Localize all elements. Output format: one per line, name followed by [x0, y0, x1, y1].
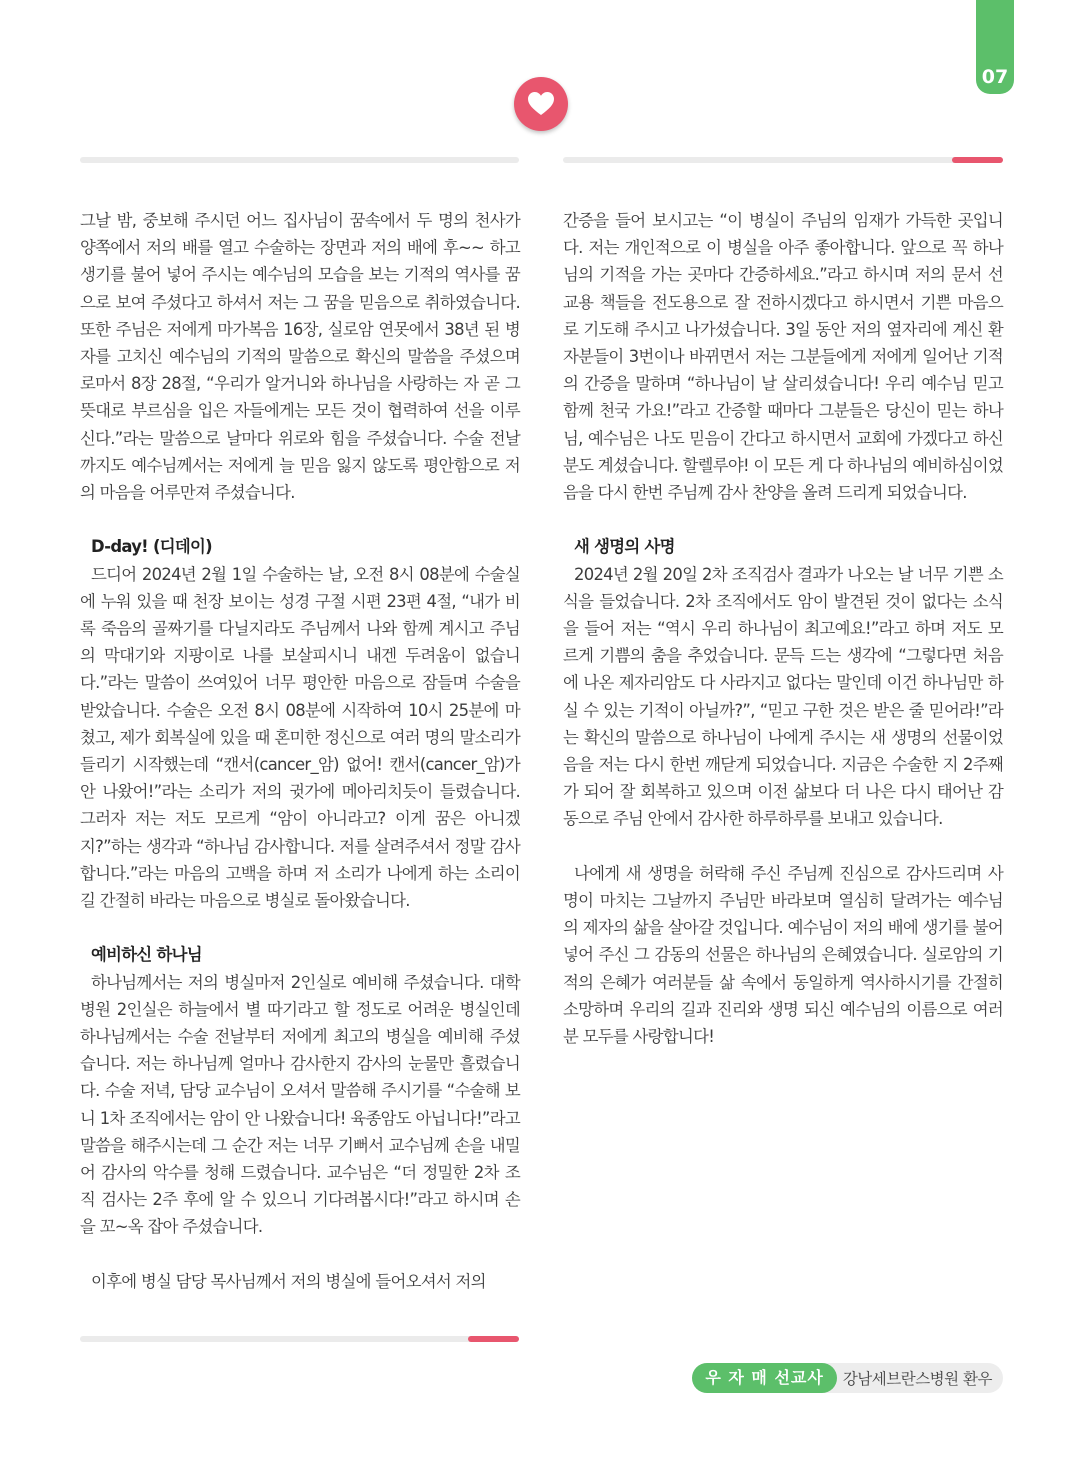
left-column — [80, 207, 520, 1295]
paragraph: 간증을 들어 보시고는 “이 병실이 주님의 임재가 가득한 곳입니다. 저는 개인적으로 이 병실을 아주 좋아합니다. 앞으로 꼭 하나님의 기적을 가는 곳마다 간증하세요.”라고 하시며 저의 문서 선교용 책들을 전도용으로 잘 전하시겠다고 하시면서 기쁜 마음으로 기도해 주시고 나가셨습니다. 3일 동안 저의 옆자리에 계신 환자분들이 3번이나 바뀌면서 저는 그분들에게 저에게 일어난 기적의 간증을 말하며 “하나님이 날 살리셨습니다! 우리 예수님 믿고 함께 천국 가요!”라고 간증할 때마다 그분들은 당신이 믿는 하나님, 예수님은 나도 믿음이 간다고 하시면서 교회에 가겠다고 하신 분도 계셨습니다. 할렐루야! 이 모든 게 다 하나님의 예비하심이었음을 다시 한번 주님께 감사 찬양을 올려 드리게 되었습니다. — [563, 211, 1003, 503]
bottom-left-divider — [80, 1336, 519, 1342]
page-number: 07 — [981, 66, 1009, 88]
paragraph: 하나님께서는 저의 병실마저 2인실로 예비해 주셨습니다. 대학병원 2인실은 하늘에서 별 따기라고 할 정도로 어려운 병실인데 하나님께서는 수술 전날부터 저에게 최고의 병실을 예비해 주셨습니다. 저는 하나님께 얼마나 감사한지 감사의 눈물만 흘렸습니다. 수술 저녁, 담당 교수님이 오셔서 말씀해 주시기를 “수술해 보니 1차 조직에서는 암이 안 나왔습니다! 육종암도 아닙니다!”라고 말씀을 해주시는데 그 순간 저는 너무 기뻐서 교수님께 손을 내밀어 감사의 악수를 청해 드렸습니다. 교수님은 “더 정밀한 2차 조직 검사는 2주 후에 알 수 있으니 기다려봅시다!”라고 하시며 손을 꼬~옥 잡아 주셨습니다. — [80, 972, 520, 1237]
heart-badge — [514, 77, 568, 131]
paragraph: 그날 밤, 중보해 주시던 어느 집사님이 꿈속에서 두 명의 천사가 양쪽에서 저의 배를 열고 수술하는 장면과 저의 배에 후~~ 하고 생기를 불어 넣어 주시는 예수님의 모습을 보는 기적의 역사를 꿈으로 보여 주셨다고 하셔서 저는 그 꿈을 믿음으로 취하였습니다. 또한 주님은 저에게 마가복음 16장, 실로암 연못에서 38년 된 병자를 고치신 예수님의 기적의 말씀으로 확신의 말씀을 주셨으며 로마서 8장 28절, “우리가 알거니와 하나님을 사랑하는 자 곧 그 뜻대로 부르심을 입은 자들에게는 모든 것이 협력하여 선을 이루신다.”라는 말씀으로 날마다 위로와 힘을 주셨습니다. 수술 전날까지도 예수님께서는 저에게 늘 믿음 잃지 않도록 평안함으로 저의 마음을 어루만져 주셨습니다. — [80, 211, 520, 503]
paragraph: 드디어 2024년 2월 1일 수술하는 날, 오전 8시 08분에 수술실에 누워 있을 때 천장 보이는 성경 구절 시편 23편 4절, “내가 비록 죽음의 골짜기를 다닐지라도 주님께서 나와 함께 계시고 주님의 막대기와 지팡이로 나를 보살피시니 내겐 두려움이 없습니다.”라는 말씀이 쓰여있어 너무 평안한 마음으로 잠들며 수술을 받았습니다. 수술은 오전 8시 08분에 시작하여 10시 25분에 마쳤고, 제가 회복실에 있을 때 혼미한 정신으로 여러 명의 말소리가 들리기 시작했는데 “캔서(cancer_암) 없어! 캔서(cancer_암)가 안 나왔어!”라는 소리가 저의 귓가에 메아리치듯이 들렸습니다. 그러자 저는 저도 모르게 “암이 아니라고? 이게 꿈은 아니겠지?”하는 생각과 “하나님 감사합니다. 저를 살려주셔서 정말 감사합니다.”라는 마음의 고백을 하며 저 소리가 나에게 하는 소리이길 간절히 바라는 마음으로 병실로 돌아왔습니다. — [80, 564, 520, 911]
heart-icon — [527, 91, 555, 117]
divider-accent — [952, 157, 1003, 163]
author-name: 우 자 매 선교사 — [692, 1363, 836, 1393]
section-heading: 예비하신 하나님 — [91, 945, 202, 965]
divider-accent — [468, 1336, 519, 1342]
paragraph: 나에게 새 생명을 허락해 주신 주님께 진심으로 감사드리며 사명이 마치는 그날까지 주님만 바라보며 열심히 달려가는 예수님의 제자의 삶을 살아갈 것입니다. 예수님이 저의 배에 생기를 불어넣어 주신 그 감동의 선물은 하나님의 은혜였습니다. 실로암의 기적의 은혜가 여러분들 삶 속에서 동일하게 역사하시기를 간절히 소망하며 우리의 길과 진리와 생명 되신 예수님의 이름으로 여러분 모두를 사랑합니다! — [563, 863, 1003, 1047]
section-heading: 새 생명의 사명 — [574, 537, 675, 557]
paragraph: 2024년 2월 20일 2차 조직검사 결과가 나오는 날 너무 기쁜 소식을 들었습니다. 2차 조직에서도 암이 발견된 것이 없다는 소식을 들어 저는 “역시 우리 하나님이 최고예요!”라고 하며 저도 모르게 기쁨의 춤을 추었습니다. 문득 드는 생각에 “그렇다면 처음에 나온 제자리암도 다 사라지고 없다는 말인데 이건 하나님만 하실 수 있는 기적이 아닐까?”, “믿고 구한 것은 받은 줄 믿어라!”라는 확신의 말씀으로 하나님이 나에게 주시는 새 생명의 선물이었음을 저는 다시 한번 깨닫게 되었습니다. 지금은 수술한 지 2주째가 되어 잘 회복하고 있으며 이전 삶보다 더 나은 다시 태어난 감동으로 주님 안에서 감사한 하루하루를 보내고 있습니다. — [563, 564, 1003, 829]
right-column — [563, 207, 1003, 1050]
author-tag — [692, 1363, 1003, 1393]
section-heading: D-day! (디데이) — [91, 537, 212, 557]
top-right-divider — [563, 157, 1003, 163]
top-left-divider — [80, 157, 519, 163]
paragraph: 이후에 병실 담당 목사님께서 저의 병실에 들어오셔서 저의 — [91, 1271, 486, 1291]
page-number-tab — [976, 0, 1014, 94]
author-role: 강남세브란스병원 환우 — [842, 1370, 992, 1388]
